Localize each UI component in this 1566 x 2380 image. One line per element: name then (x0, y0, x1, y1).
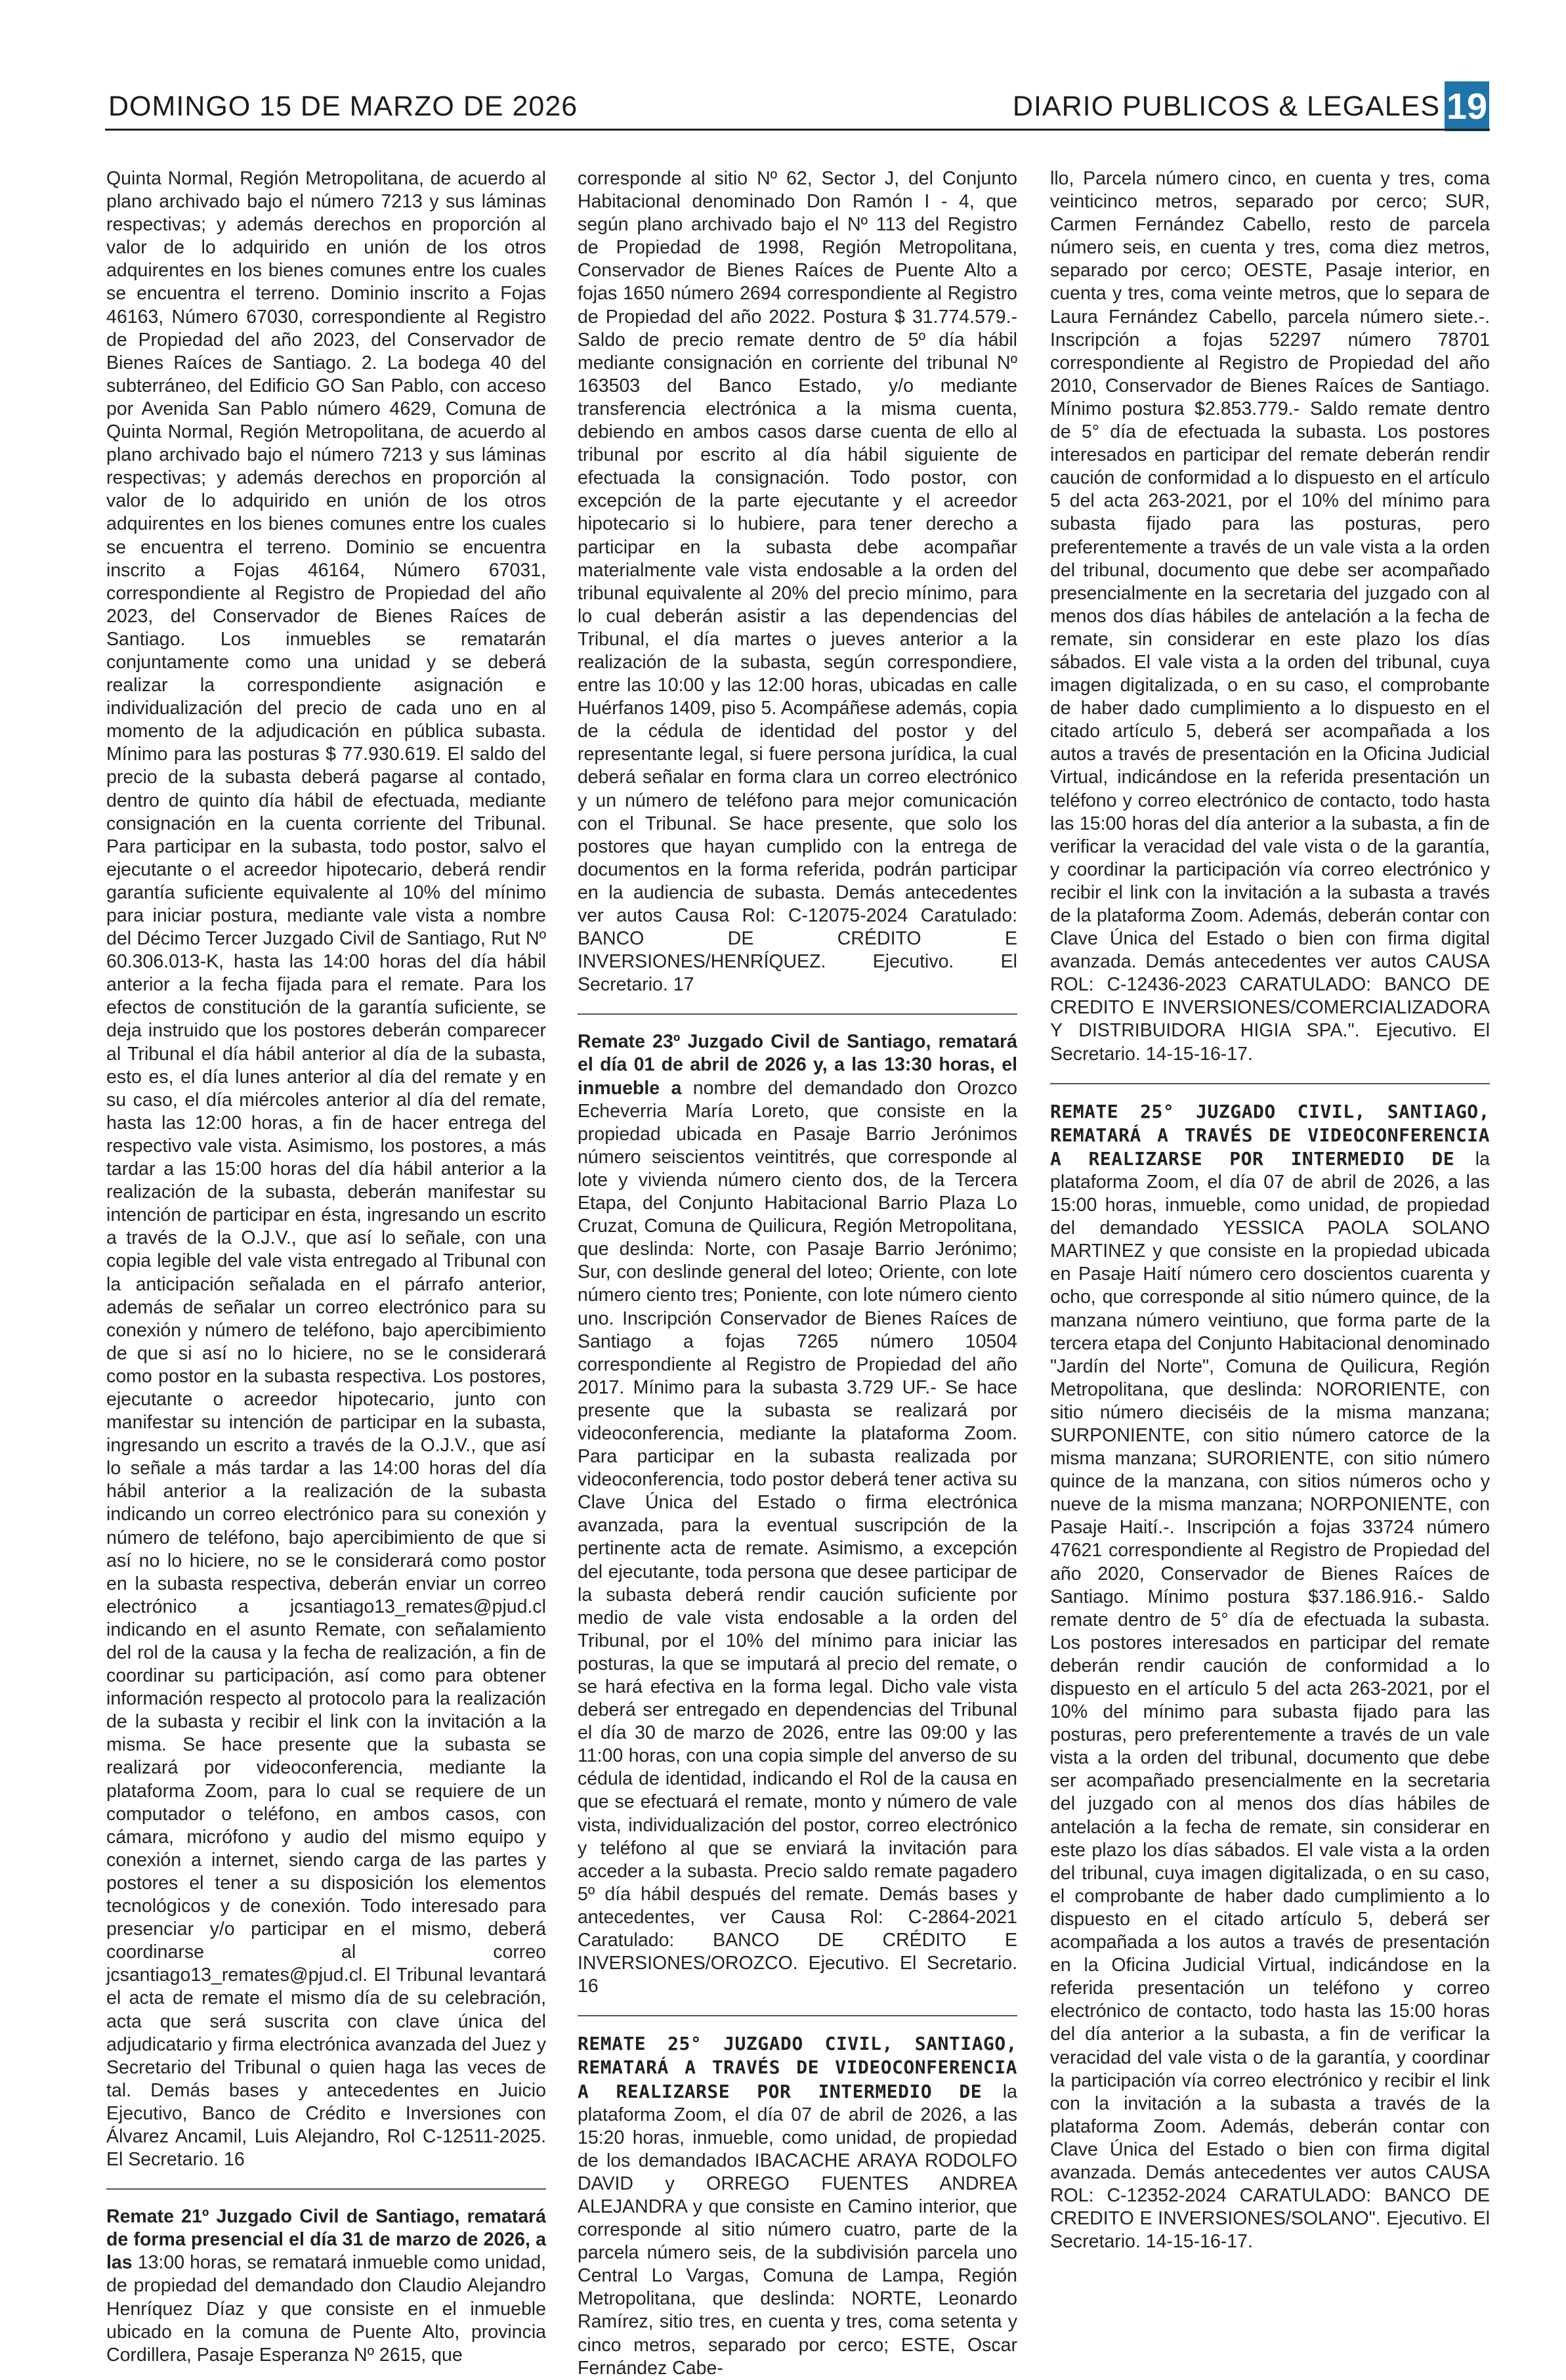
page-number-badge: 19 (1445, 81, 1489, 131)
notice-body: nombre del demandado don Orozco Echeverria María Loreto, que consiste en la propiedad ubicada en Pasaje Barrio Jerónimos número seiscientos veintitrés, que corresponde al lote y vivienda número ciento dos, de la Tercera Etapa, del Conjunto Habitacional Barrio Plaza Lo Cruzat, Comuna de Quilicura, Región Metropolitana, que deslinda: Norte, con Pasaje Barrio Jerónimo; Sur, con deslinde general del loteo; Oriente, con lote número ciento tres; Poniente, con lote número ciento uno. Inscripción Conservador de Bienes Raíces de Santiago a fojas 7265 número 10504 correspondiente al Registro de Propiedad del año 2017. Mínimo para la subasta 3.729 UF.- Se hace presente que la subasta se realizará por videoconferencia, mediante la plataforma Zoom. Para participar en la subasta realizada por videoconferencia, todo postor deberá tener activa su Clave Única del Estado o firma electrónica avanzada, para la eventual suscripción de la pertinente acta de remate. Asimismo, a excepción del ejecutante, toda persona que desee participar de la subasta deberá rendir caución suficiente por medio de vale vista endosable a la orden del Tribunal, por el 10% del mínimo para iniciar las posturas, la que se imputará al precio del remate, o se hará efectiva en la forma legal. Dicho vale vista deberá ser entregado en dependencias del Tribunal el día 30 de marzo de 2026, entre las 09:00 y las 11:00 horas, con una copia simple del anverso de su cédula de identidad, indicando el Rol de la causa en que se efectuará el remate, monto y número de vale vista, individualización del postor, correo electrónico y teléfono al que se enviará la invitación para acceder a la subasta. Precio saldo remate pagadero 5º día hábil después del remate. Demás bases y antecedentes, ver Causa Rol: C-2864-2021 Caratulado: BANCO DE CRÉDITO E INVERSIONES/OROZCO. Ejecutivo. El Secretario. 16 (578, 1077, 1017, 1997)
notice-paragraph: corresponde al sitio Nº 62, Sector J, del Conjunto Habitacional denominado Don Ramón I - 4, que según plano archivado bajo el Nº 113 del Registro de Propiedad de 1998, Región Metropolitana, Conservador de Bienes Raíces de Puente Alto a fojas 1650 número 2694 correspondiente al Registro de Propiedad del año 2022. Postura $ 31.774.579.- Saldo de precio remate dentro de 5º día hábil mediante consignación en corriente del tribunal Nº 163503 del Banco Estado, y/o mediante transferencia electrónica a la misma cuenta, debiendo en ambos casos darse cuenta de ello al tribunal por escrito al día hábil siguiente de efectuada la consignación. Todo postor, con excepción de la parte ejecutante y el acreedor hipotecario si lo hubiere, para tener derecho a participar en la subasta debe acompañar materialmente vale vista endosable a la orden del tribunal equivalente al 20% del precio mínimo, para lo cual deberán asistir a las dependencias del Tribunal, el día martes o jueves anterior a la realización de la subasta, según correspondiere, entre las 10:00 y las 12:00 horas, ubicadas en calle Huérfanos 1409, piso 5. Acompáñese además, copia de la cédula de identidad del postor y del representante legal, si fuere persona jurídica, la cual deberá señalar en forma clara un correo electrónico y un número de teléfono para mejor comunicación con el Tribunal. Se hace presente, que solo los postores que hayan cumplido con la entrega de documentos en la forma referida, podrán participar en la audiencia de subasta. Demás antecedentes ver autos Causa Rol: C-12075-2024 Caratulado: BANCO DE CRÉDITO E INVERSIONES/HENRÍQUEZ. Ejecutivo. El Secretario. 17 (578, 168, 1017, 996)
notice-paragraph: llo, Parcela número cinco, en cuenta y tres, coma veinticinco metros, separado por cerco; SUR, Carmen Fernández Cabello, resto de parcela número seis, en cuenta y tres, coma diez metros, separado por cerco; OESTE, Pasaje interior, en cuenta y tres, coma veinte metros, que lo separa de Laura Fernández Cabello, parcela número siete.-. Inscripción a fojas 52297 número 78701 correspondiente al Registro de Propiedad del año 2010, Conservador de Bienes Raíces de Santiago. Mínimo postura $2.853.779.- Saldo remate dentro de 5° día de efectuada la subasta. Los postores interesados en participar del remate deberán rendir caución de conformidad a lo dispuesto en el artículo 5 del acta 263-2021, por el 10% del mínimo para subasta fijado para las posturas, pero preferentemente a través de un vale vista a la orden del tribunal, documento que debe ser acompañado presencialmente en la secretaria del juzgado con al menos dos días hábiles de antelación a la fecha de remate, sin considerar en este plazo los días sábados. El vale vista a la orden del tribunal, cuya imagen digitalizada, o en su caso, el comprobante de haber dado cumplimiento a lo dispuesto en el citado artículo 5, deberá ser acompañada a los autos a través de presentación en la Oficina Judicial Virtual, indicándose en la referida presentación un teléfono y correo electrónico de contacto, todo hasta las 15:00 horas del día anterior a la subasta, a fin de verificar la veracidad del vale vista o de la garantía, y coordinar la participación vía correo electrónico y recibir el link con la invitación a la subasta a través de la plataforma Zoom. Además, deberán contar con Clave Única del Estado o bien con firma digital avanzada. Demás antecedentes ver autos CAUSA ROL: C-12436-2023 CARATULADO: BANCO DE CREDITO E INVERSIONES/COMERCIALIZADORA Y DISTRIBUIDORA HIGIA SPA.". Ejecutivo. El Secretario. 14-15-16-17. (1050, 168, 1490, 1065)
notice-heading: REMATE 25° JUZGADO CIVIL, SANTIAGO, REMATARÁ A TRAVÉS DE VIDEOCONFERENCIA A REALIZARSE POR INTERMEDIO DE (1050, 1100, 1490, 1170)
notice-heading: REMATE 25° JUZGADO CIVIL, SANTIAGO, REMATARÁ A TRAVÉS DE VIDEOCONFERENCIA A REALIZARSE POR INTERMEDIO DE (578, 2033, 1017, 2102)
header-publication: DIARIO PUBLICOS & LEGALES (1012, 91, 1440, 122)
notice-separator (1050, 1083, 1490, 1084)
notice-heading: Remate 21º Juzgado Civil de Santiago, rematará de forma presencial el día 31 de marzo de 2026, a las (106, 2206, 546, 2274)
notice-paragraph: Quinta Normal, Región Metropolitana, de acuerdo al plano archivado bajo el número 7213 y sus láminas respectivas; y además derechos en proporción al valor de lo adquirido en unión de los otros adquirentes en los bienes comunes entre los cuales se encuentra el terreno. Dominio inscrito a Fojas 46163, Número 67030, correspondiente al Registro de Propiedad del año 2023, del Conservador de Bienes Raíces de Santiago. 2. La bodega 40 del subterráneo, del Edificio GO San Pablo, con acceso por Avenida San Pablo número 4629, Comuna de Quinta Normal, Región Metropolitana, de acuerdo al plano archivado bajo el número 7213 y sus láminas respectivas; y además derechos en proporción al valor de lo adquirido en unión de los otros adquirentes en los bienes comunes entre los cuales se encuentra el terreno. Dominio se encuentra inscrito a Fojas 46164, Número 67031, correspondiente al Registro de Propiedad del año 2023, del Conservador de Bienes Raíces de Santiago. Los inmuebles se rematarán conjuntamente como una unidad y se deberá realizar la correspondiente asignación e individualización del precio de cada uno en al momento de la adjudicación en pública subasta. Mínimo para las posturas $ 77.930.619. El saldo del precio de la subasta deberá pagarse al contado, dentro de quinto día hábil de efectuada, mediante consignación en la cuenta corriente del Tribunal. Para participar en la subasta, todo postor, salvo el ejecutante o el acreedor hipotecario, deberá rendir garantía suficiente equivalente al 10% del mínimo para iniciar postura, mediante vale vista a nombre del Décimo Tercer Juzgado Civil de Santiago, Rut Nº 60.306.013-K, hasta las 14:00 horas del día hábil anterior a la fecha fijada para el remate. Para los efectos de constitución de la garantía suficiente, se deja instruido que los postores deberán comparecer al Tribunal el día hábil anterior al día de la subasta, esto es, el día lunes anterior al día del remate y en su caso, el día miércoles anterior al día del remate, hasta las 12:00 horas, a fin de hacer entrega del respectivo vale vista. Asimismo, los postores, a más tardar a las 15:00 horas del día hábil anterior a la realización de la subasta, deberán manifestar su intención de participar en ésta, ingresando un escrito a través de la O.J.V., que así lo señale, con una copia legible del vale vista entregado al Tribunal con la anticipación señalada en el párrafo anterior, además de señalar un correo electrónico para su conexión y número de teléfono, bajo apercibimiento de que si así no lo hiciere, no se le considerará como postor en la subasta respectiva. Los postores, ejecutante o acreedor hipotecario, junto con manifestar su intención de participar en la subasta, ingresando un escrito a través de la O.J.V., que así lo señale a más tardar a las 14:00 horas del día hábil anterior a la realización de la subasta indicando un correo electrónico para su conexión y número de teléfono, bajo apercibimiento de que si así no lo hiciere, no se le considerará como postor en la subasta respectiva, deberán enviar un correo electrónico a jcsantiago13_remates@pjud.cl indicando en el asunto Remate, con señalamiento del rol de la causa y la fecha de realización, a fin de coordinar su participación, así como para obtener información respecto al protocolo para la realización de la subasta y recibir el link con la invitación a la misma. Se hace presente que la subasta se realizará por videoconferencia, mediante la plataforma Zoom, para lo cual se requiere de un computador o teléfono, en ambos casos, con cámara, micrófono y audio del mismo equipo y conexión a internet, siendo carga de las partes y postores el tener a su disposición los elementos tecnológicos y de conexión. Todo interesado para presenciar y/o participar en el mismo, deberá coordinarse al correo jcsantiago13_remates@pjud.cl. El Tribunal levantará el acta de remate el mismo día de su celebración, acta que será suscrita con clave única del adjudicatario y firma electrónica avanzada del Juez y Secretario del Tribunal o quien haga las veces de tal. Demás bases y antecedentes en Juicio Ejecutivo, Banco de Crédito e Inversiones con Álvarez Ancamil, Luis Alejandro, Rol C-12511-2025. El Secretario. 16 (106, 168, 546, 2171)
notice-body: la plataforma Zoom, el día 07 de abril de 2026, a las 15:20 horas, inmueble, como unidad, de propiedad de los demandados IBACACHE ARAYA RODOLFO DAVID y ORREGO FUENTES ANDREA ALEJANDRA y que consiste en Camino interior, que corresponde al sitio número cuatro, parte de la parcela número seis, de la subdivisión parcela uno Central Lo Vargas, Comuna de Lampa, Región Metropolitana, que deslinda: NORTE, Leonardo Ramírez, sitio tres, en cuenta y tres, coma setenta y cinco metros, separado por cerco; ESTE, Oscar Fernández Cabe- (578, 2081, 1017, 2379)
notice-separator (578, 1013, 1017, 1015)
notice-body: la plataforma Zoom, el día 07 de abril de 2026, a las 15:00 horas, inmueble, como unidad, de propiedad del demandado YESSICA PAOLA SOLANO MARTINEZ y que consiste en la propiedad ubicada en Pasaje Haití número cero doscientos cuarenta y ocho, que corresponde al sitio número quince, de la manzana número veintiuno, que forma parte de la tercera etapa del Conjunto Habitacional denominado "Jardín del Norte", Comuna de Quilicura, Región Metropolitana, que deslinda: NORORIENTE, con sitio número dieciséis de la misma manzana; SURPONIENTE, con sitio número catorce de la misma manzana; SURORIENTE, con sitio número quince de la manzana, con sitios números ocho y nueve de la misma manzana; NORPONIENTE, con Pasaje Haití.-. Inscripción a fojas 33724 número 47621 correspondiente al Registro de Propiedad del año 2020, Conservador de Bienes Raíces de Santiago. Mínimo postura $37.186.916.- Saldo remate dentro de 5° día de efectuada la subasta. Los postores interesados en participar del remate deberán rendir caución de conformidad a lo dispuesto en el artículo 5 del acta 263-2021, por el 10% del mínimo para subasta fijado para las posturas, pero preferentemente a través de un vale vista a la orden del tribunal, documento que debe ser acompañado presencialmente en la secretaria del juzgado con al menos dos días hábiles de antelación a la fecha de remate, sin considerar en este plazo los días sábados. El vale vista a la orden del tribunal, cuya imagen digitalizada, o en su caso, el comprobante de haber dado cumplimiento a lo dispuesto en el citado artículo 5, deberá ser acompañada a los autos a través de presentación en la Oficina Judicial Virtual, indicándose en la referida presentación un teléfono y correo electrónico de contacto, todo hasta las 15:00 horas del día anterior a la subasta, a fin de verificar la veracidad del vale vista o de la garantía, y coordinar la participación vía correo electrónico y recibir el link con la invitación a la subasta a través de la plataforma Zoom. Además, deberán contar con Clave Única del Estado o bien con firma digital avanzada. Demás antecedentes ver autos CAUSA ROL: C-12352-2024 CARATULADO: BANCO DE CREDITO E INVERSIONES/SOLANO". Ejecutivo. El Secretario. 14-15-16-17. (1050, 1148, 1490, 2253)
column-3 (1050, 167, 1490, 2291)
notice-heading: Remate 23º Juzgado Civil de Santiago, rematará el día 01 de abril de 2026 y, a las 13:30 horas, el inmueble a (578, 1031, 1017, 1099)
notice-paragraph (578, 2032, 1017, 2379)
header-date: DOMINGO 15 DE MARZO DE 2026 (108, 91, 578, 122)
notice-separator (578, 2015, 1017, 2016)
notice-paragraph (578, 1031, 1017, 1998)
notice-separator (106, 2188, 546, 2190)
notice-paragraph (106, 2205, 546, 2367)
column-2 (578, 167, 1017, 2379)
column-1 (106, 167, 546, 2366)
notice-body: 13:00 horas, se rematará inmueble como unidad, de propiedad del demandado don Claudio Alejandro Henríquez Díaz y que consiste en el inmueble ubicado en la comuna de Puente Alto, provincia Cordillera, Pasaje Esperanza Nº 2615, que (106, 2252, 546, 2366)
notice-paragraph (1050, 1100, 1490, 2254)
header-rule (105, 129, 1490, 131)
